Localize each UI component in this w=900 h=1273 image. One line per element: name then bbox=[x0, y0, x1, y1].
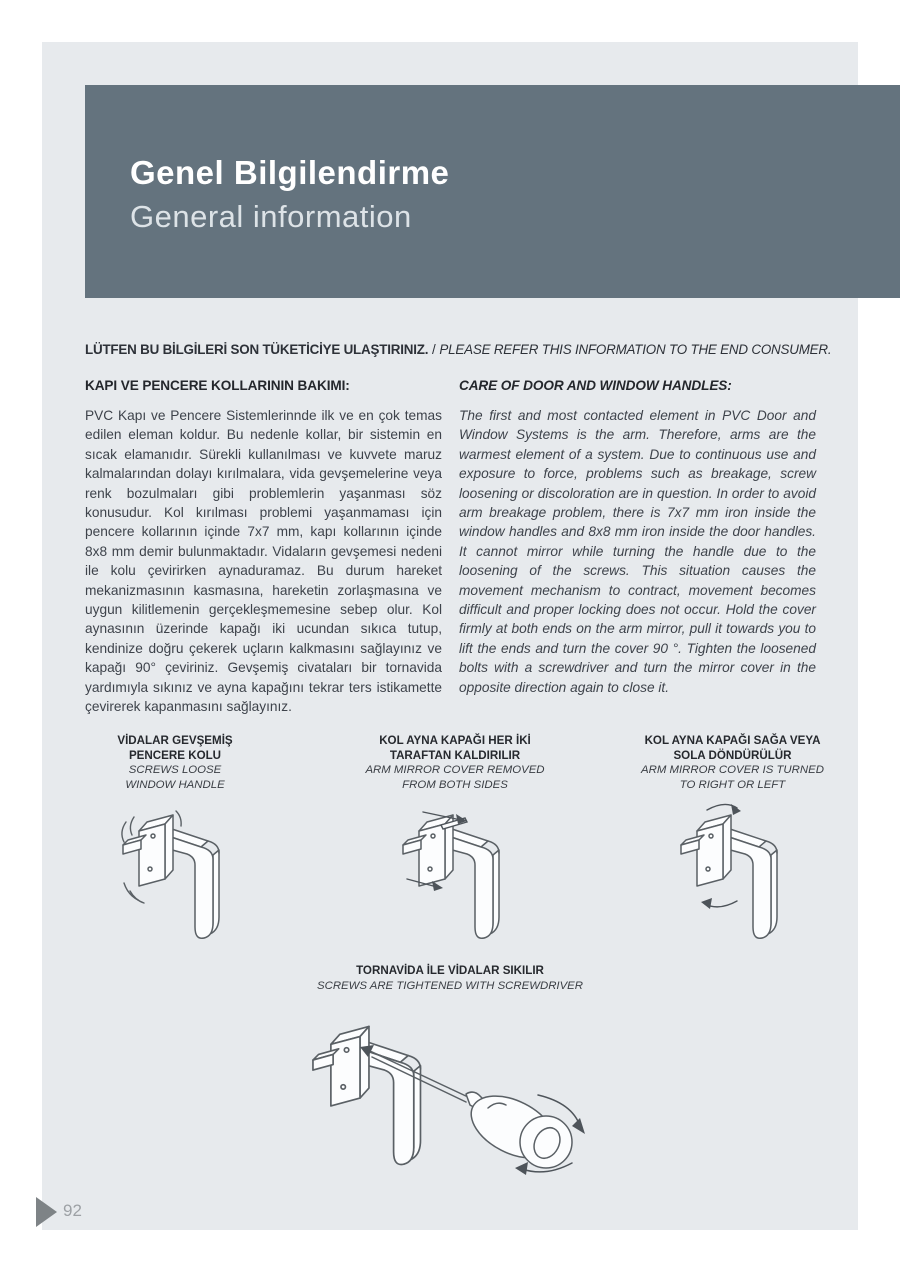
figure-caption-en: SCREWS ARE TIGHTENED WITH SCREWDRIVER bbox=[317, 979, 583, 992]
screwdriver-tightening-icon bbox=[300, 1005, 600, 1200]
figure-cover-turned bbox=[620, 734, 845, 953]
figure-caption-en: ARM MIRROR COVER IS TURNED bbox=[641, 764, 824, 776]
page-footer bbox=[36, 1197, 82, 1227]
figure-caption-en: SCREWS LOOSE bbox=[128, 764, 222, 776]
figure-caption-tr: KOL AYNA KAPAĞI SAĞA VEYA bbox=[644, 734, 821, 747]
figure-caption-tr: PENCERE KOLU bbox=[128, 748, 222, 762]
figure-cover-removed bbox=[340, 734, 570, 953]
consumer-notice bbox=[85, 342, 832, 357]
figure-screwdriver bbox=[250, 964, 650, 1200]
body-text-turkish: PVC Kapı ve Pencere Sistemlerinnde ilk ve en çok temas edilen eleman koldur. Bu nedenle kollar, bir sistemin en sıcak elamanıdır. Sürekli kullanılması ve kuvvete maruz kalmalarından dolayı kırılmalara, vida gevşemelerine veya renk bozulmaları gibi problemlerin yaşanması söz konusudur. Kol kırılması problemi yaşanmaması için pencere kollarının içinde 7x7 mm, kapı kollarının içinde 8x8 mm demir bulunmaktadır. Vidaların gevşemesi nedeni ile kolu çevirirken aynaduramaz. Bu durum hareket mekanizmasının kasmasına, hareketin zorlaşmasına ve uygun kilitlemenin gerçekleşmemesine sebep olur. Kol aynasının üzerinde kapağı iki ucundan sıkıca tutup, kendinize doğru çekerek uçların kalkmasını sağlayınız ve kapağı 90° çeviriniz. Gevşemiş civataları bir tornavida yardımıyla sıkınız ve ayna kapağını tekrar ters istikamette çevirerek kapanmasını sağlayınız. bbox=[85, 408, 442, 715]
notice-separator: / bbox=[428, 342, 440, 357]
figure-caption-en: ARM MIRROR COVER REMOVED bbox=[365, 764, 545, 776]
figure-caption-en: FROM BOTH SIDES bbox=[402, 778, 508, 791]
window-handle-loose-icon bbox=[115, 803, 235, 953]
heading-english: CARE OF DOOR AND WINDOW HANDLES: bbox=[459, 378, 732, 393]
figure-screws-loose bbox=[85, 734, 265, 953]
column-turkish bbox=[85, 378, 442, 717]
page-title-english: General information bbox=[130, 199, 412, 234]
window-handle-cover-removed-icon bbox=[395, 803, 515, 953]
figure-caption-tr: TORNAVİDA İLE VİDALAR SIKILIR bbox=[356, 964, 544, 977]
consumer-notice-turkish: LÜTFEN BU BİLGİLERİ SON TÜKETİCİYE ULAŞTIRINIZ. bbox=[85, 342, 429, 357]
body-text-english: The first and most contacted element in PVC Door and Window Systems is the arm. Therefore, arms are the warmest element of a system. Due to continuous use and exposure to force, problems such as breakage, screw loosening or discoloration are in question. In order to avoid arm breakage problem, there is 7x7 mm iron inside the window handles and 8x8 mm iron inside the door handles. It cannot mirror while turning the handle due to the loosening of the screws. This situation causes the movement mechanism to contract, movement becomes difficult and proper locking does not occur. Hold the cover firmly at both ends on the arm mirror, pull it towards you to lift the ends and turn the cover 90 °. Tighten the loosened bolts with a screwdriver and turn the mirror cover in the opposite direction again to close it. bbox=[459, 408, 816, 695]
section-header-band bbox=[85, 85, 900, 298]
figure-caption-tr: KOL AYNA KAPAĞI HER İKİ bbox=[379, 734, 531, 747]
window-handle-cover-turned-icon bbox=[673, 803, 793, 953]
figure-caption-en: WINDOW HANDLE bbox=[125, 778, 225, 791]
consumer-notice-english: PLEASE REFER THIS INFORMATION TO THE END CONSUMER. bbox=[439, 342, 832, 357]
heading-turkish: KAPI VE PENCERE KOLLARININ BAKIMI: bbox=[85, 378, 350, 393]
figure-caption-tr: TARAFTAN KALDIRILIR bbox=[389, 748, 521, 762]
figure-caption-tr: VİDALAR GEVŞEMİŞ bbox=[117, 734, 233, 747]
figure-caption-tr: SOLA DÖNDÜRÜLÜR bbox=[673, 748, 792, 762]
column-english bbox=[459, 378, 816, 697]
figure-caption-en: TO RIGHT OR LEFT bbox=[679, 778, 786, 791]
page-number: 92 bbox=[63, 1201, 82, 1220]
page-title-turkish: Genel Bilgilendirme bbox=[130, 154, 450, 191]
page-arrow-icon bbox=[36, 1197, 57, 1227]
